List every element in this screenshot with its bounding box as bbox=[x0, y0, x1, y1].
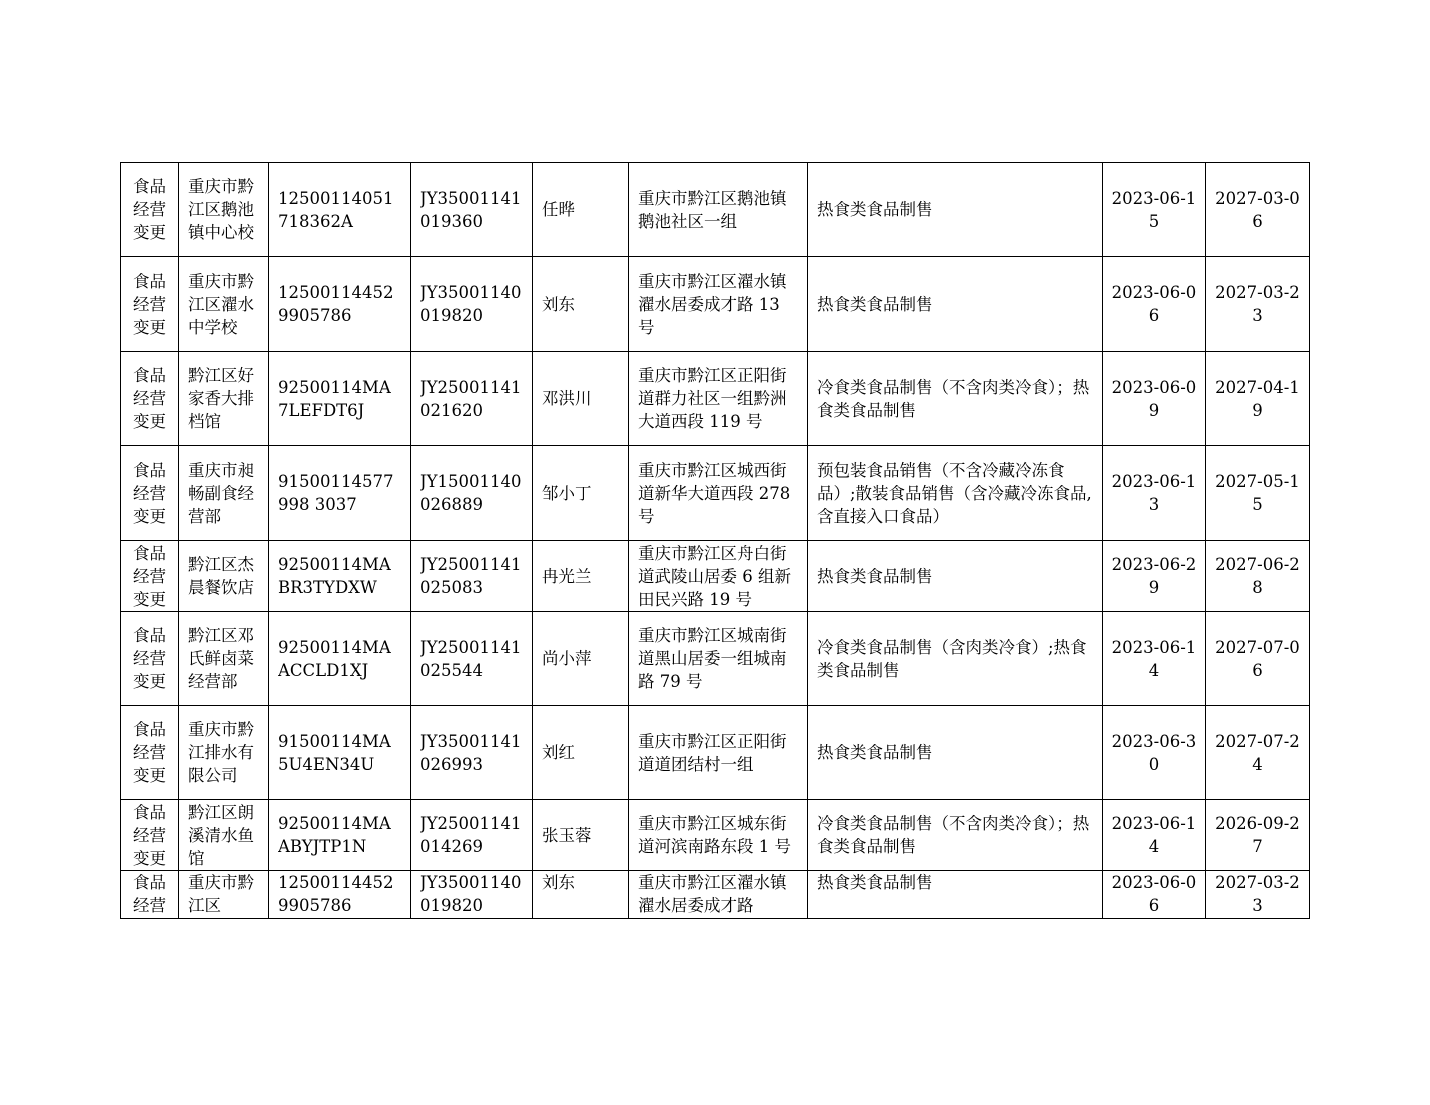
license-number-cell bbox=[411, 257, 533, 352]
responsible-person-text: 张玉蓉 bbox=[542, 825, 592, 845]
business-scope-cell bbox=[808, 800, 1103, 871]
business-name-cell bbox=[179, 257, 269, 352]
license-number-cell bbox=[411, 871, 533, 919]
address-text: 重庆市黔江区濯水镇濯水居委成才路 bbox=[638, 873, 787, 915]
address-cell bbox=[629, 541, 808, 612]
business-scope-text: 冷食类食品制售（含肉类冷食）;热食类食品制售 bbox=[817, 637, 1087, 680]
address-text: 重庆市黔江区正阳街道道团结村一组 bbox=[638, 731, 787, 774]
responsible-person-cell bbox=[533, 352, 629, 446]
issue-date-text: 2023-06-09 bbox=[1111, 377, 1197, 420]
credit-code-cell bbox=[269, 706, 411, 800]
responsible-person-text: 任晔 bbox=[542, 200, 575, 219]
business-name-cell bbox=[179, 800, 269, 871]
business-name-text: 重庆市黔江区濯水中学校 bbox=[188, 271, 254, 337]
license-number-cell bbox=[411, 541, 533, 612]
business-scope-cell bbox=[808, 352, 1103, 446]
credit-code-text: 91500114MA5U4EN34U bbox=[278, 731, 391, 774]
address-cell bbox=[629, 163, 808, 257]
issue-date-text: 2023-06-13 bbox=[1111, 472, 1197, 514]
business-scope-text: 热食类食品制售 bbox=[817, 873, 933, 892]
expiry-date-text: 2027-03-06 bbox=[1215, 188, 1300, 231]
issue-date-cell bbox=[1103, 706, 1206, 800]
credit-code-cell bbox=[269, 612, 411, 706]
business-scope-cell bbox=[808, 612, 1103, 706]
expiry-date-text: 2027-07-06 bbox=[1215, 637, 1300, 680]
table-row bbox=[121, 257, 1310, 352]
business-name-cell bbox=[179, 706, 269, 800]
business-scope-cell bbox=[808, 257, 1103, 352]
credit-code-cell bbox=[269, 446, 411, 541]
table-row bbox=[121, 163, 1310, 257]
credit-code-text: 92500114MAACCLD1XJ bbox=[278, 637, 391, 680]
expiry-date-text: 2027-03-23 bbox=[1215, 873, 1300, 915]
responsible-person-cell bbox=[533, 446, 629, 541]
issue-date-text: 2023-06-14 bbox=[1111, 637, 1197, 680]
address-text: 重庆市黔江区舟白街道武陵山居委 6 组新田民兴路 19 号 bbox=[638, 543, 791, 609]
record-type-text: 食品经营变更 bbox=[133, 177, 166, 242]
issue-date-cell bbox=[1103, 541, 1206, 612]
responsible-person-text: 刘东 bbox=[542, 294, 575, 314]
responsible-person-text: 邹小丁 bbox=[542, 483, 592, 503]
business-name-text: 重庆市黔江区鹅池镇中心校 bbox=[188, 177, 254, 242]
record-type-cell bbox=[121, 612, 179, 706]
business-scope-text: 冷食类食品制售（不含肉类冷食）；热食类食品制售 bbox=[817, 377, 1090, 420]
license-number-text: JY35001141026993 bbox=[420, 731, 522, 774]
business-name-text: 黔江区朗溪清水鱼馆 bbox=[188, 802, 254, 868]
table-body bbox=[121, 163, 1310, 919]
responsible-person-cell bbox=[533, 706, 629, 800]
credit-code-cell bbox=[269, 541, 411, 612]
credit-code-text: 91500114577998 3037 bbox=[278, 472, 394, 514]
business-name-text: 黔江区好家香大排档馆 bbox=[188, 366, 254, 431]
address-cell bbox=[629, 871, 808, 919]
issue-date-cell bbox=[1103, 352, 1206, 446]
credit-code-text: 12500114051718362A bbox=[278, 188, 394, 231]
credit-code-cell bbox=[269, 800, 411, 871]
expiry-date-text: 2027-07-24 bbox=[1215, 731, 1300, 774]
license-number-text: JY35001140019820 bbox=[420, 873, 522, 915]
issue-date-cell bbox=[1103, 612, 1206, 706]
address-text: 重庆市黔江区濯水镇濯水居委成才路 13 号 bbox=[638, 271, 787, 337]
record-type-text: 食品经营变更 bbox=[133, 460, 166, 526]
license-number-text: JY35001140019820 bbox=[420, 283, 522, 325]
credit-code-text: 125001144529905786 bbox=[278, 873, 394, 915]
license-number-cell bbox=[411, 612, 533, 706]
expiry-date-cell bbox=[1206, 541, 1310, 612]
responsible-person-cell bbox=[533, 257, 629, 352]
license-number-cell bbox=[411, 446, 533, 541]
license-number-cell bbox=[411, 800, 533, 871]
address-cell bbox=[629, 706, 808, 800]
expiry-date-cell bbox=[1206, 352, 1310, 446]
credit-code-cell bbox=[269, 257, 411, 352]
business-scope-text: 热食类食品制售 bbox=[817, 566, 933, 586]
address-cell bbox=[629, 257, 808, 352]
credit-code-cell bbox=[269, 871, 411, 919]
address-text: 重庆市黔江区鹅池镇鹅池社区一组 bbox=[638, 188, 787, 231]
responsible-person-text: 刘红 bbox=[542, 743, 575, 762]
responsible-person-text: 冉光兰 bbox=[542, 566, 592, 586]
expiry-date-text: 2027-05-15 bbox=[1215, 472, 1300, 514]
responsible-person-cell bbox=[533, 541, 629, 612]
address-text: 重庆市黔江区城南街道黑山居委一组城南路 79 号 bbox=[638, 626, 787, 691]
expiry-date-cell bbox=[1206, 257, 1310, 352]
record-type-text: 食品经营变更 bbox=[133, 543, 166, 609]
record-type-text: 食品经营变更 bbox=[133, 720, 166, 785]
license-number-cell bbox=[411, 706, 533, 800]
credit-code-text: 92500114MAABYJTP1N bbox=[278, 814, 391, 856]
license-number-cell bbox=[411, 352, 533, 446]
credit-code-cell bbox=[269, 163, 411, 257]
business-scope-cell bbox=[808, 446, 1103, 541]
issue-date-cell bbox=[1103, 871, 1206, 919]
business-name-cell bbox=[179, 871, 269, 919]
expiry-date-text: 2027-04-19 bbox=[1215, 377, 1300, 420]
business-scope-text: 预包装食品销售（不含冷藏冷冻食品）;散装食品销售（含冷藏冷冻食品,含直接入口食品） bbox=[817, 460, 1092, 526]
business-name-cell bbox=[179, 352, 269, 446]
expiry-date-cell bbox=[1206, 612, 1310, 706]
license-number-text: JY25001141021620 bbox=[420, 377, 522, 420]
license-number-text: JY25001141025083 bbox=[420, 555, 522, 597]
record-type-text: 食品经营变更 bbox=[133, 271, 166, 337]
business-scope-cell bbox=[808, 541, 1103, 612]
expiry-date-cell bbox=[1206, 706, 1310, 800]
issue-date-cell bbox=[1103, 446, 1206, 541]
issue-date-text: 2023-06-29 bbox=[1111, 555, 1197, 597]
business-scope-text: 冷食类食品制售（不含肉类冷食）；热食类食品制售 bbox=[817, 814, 1090, 856]
record-type-text: 食品经营 bbox=[133, 873, 166, 915]
address-cell bbox=[629, 446, 808, 541]
issue-date-text: 2023-06-06 bbox=[1111, 283, 1197, 325]
issue-date-text: 2023-06-15 bbox=[1111, 188, 1197, 231]
record-type-cell bbox=[121, 706, 179, 800]
business-scope-text: 热食类食品制售 bbox=[817, 743, 933, 762]
record-type-cell bbox=[121, 800, 179, 871]
address-text: 重庆市黔江区正阳街道群力社区一组黔洲大道西段 119 号 bbox=[638, 366, 787, 431]
business-scope-text: 热食类食品制售 bbox=[817, 200, 933, 219]
record-type-cell bbox=[121, 446, 179, 541]
address-text: 重庆市黔江区城东街道河滨南路东段 1 号 bbox=[638, 814, 791, 856]
responsible-person-text: 尚小萍 bbox=[542, 649, 592, 668]
responsible-person-cell bbox=[533, 612, 629, 706]
license-number-text: JY15001140026889 bbox=[420, 472, 522, 514]
business-scope-cell bbox=[808, 706, 1103, 800]
table-row bbox=[121, 446, 1310, 541]
business-name-cell bbox=[179, 163, 269, 257]
expiry-date-text: 2027-06-28 bbox=[1215, 555, 1300, 597]
business-scope-cell bbox=[808, 871, 1103, 919]
business-name-text: 重庆市昶畅副食经营部 bbox=[188, 460, 254, 526]
record-type-cell bbox=[121, 257, 179, 352]
credit-code-text: 125001144529905786 bbox=[278, 283, 394, 325]
business-name-cell bbox=[179, 612, 269, 706]
business-scope-cell bbox=[808, 163, 1103, 257]
table-row bbox=[121, 800, 1310, 871]
credit-code-cell bbox=[269, 352, 411, 446]
table-row bbox=[121, 541, 1310, 612]
business-name-text: 黔江区杰晨餐饮店 bbox=[188, 555, 254, 597]
address-cell bbox=[629, 612, 808, 706]
issue-date-cell bbox=[1103, 257, 1206, 352]
address-cell bbox=[629, 800, 808, 871]
expiry-date-cell bbox=[1206, 446, 1310, 541]
credit-code-text: 92500114MABR3TYDXW bbox=[278, 555, 391, 597]
record-type-cell bbox=[121, 541, 179, 612]
issue-date-cell bbox=[1103, 800, 1206, 871]
credit-code-text: 92500114MA7LEFDT6J bbox=[278, 377, 391, 420]
record-type-text: 食品经营变更 bbox=[133, 626, 166, 691]
business-name-cell bbox=[179, 446, 269, 541]
expiry-date-text: 2027-03-23 bbox=[1215, 283, 1300, 325]
license-number-text: JY25001141014269 bbox=[420, 814, 522, 856]
record-type-cell bbox=[121, 352, 179, 446]
table-row bbox=[121, 612, 1310, 706]
expiry-date-cell bbox=[1206, 163, 1310, 257]
business-name-cell bbox=[179, 541, 269, 612]
responsible-person-cell bbox=[533, 800, 629, 871]
business-scope-text: 热食类食品制售 bbox=[817, 294, 933, 314]
address-cell bbox=[629, 352, 808, 446]
issue-date-text: 2023-06-30 bbox=[1111, 731, 1197, 774]
issue-date-cell bbox=[1103, 163, 1206, 257]
license-table bbox=[120, 162, 1310, 919]
record-type-cell bbox=[121, 163, 179, 257]
table-row bbox=[121, 352, 1310, 446]
table-row bbox=[121, 706, 1310, 800]
record-type-text: 食品经营变更 bbox=[133, 366, 166, 431]
business-name-text: 黔江区邓氏鲜卤菜经营部 bbox=[188, 626, 254, 691]
issue-date-text: 2023-06-14 bbox=[1111, 814, 1197, 856]
table-row bbox=[121, 871, 1310, 919]
expiry-date-cell bbox=[1206, 871, 1310, 919]
address-text: 重庆市黔江区城西街道新华大道西段 278 号 bbox=[638, 460, 791, 526]
expiry-date-text: 2026-09-27 bbox=[1215, 814, 1300, 856]
business-name-text: 重庆市黔江排水有限公司 bbox=[188, 720, 254, 785]
license-number-cell bbox=[411, 163, 533, 257]
record-type-text: 食品经营变更 bbox=[133, 802, 166, 868]
license-number-text: JY35001141019360 bbox=[420, 188, 522, 231]
responsible-person-cell bbox=[533, 871, 629, 919]
business-name-text: 重庆市黔江区 bbox=[188, 873, 254, 915]
license-number-text: JY25001141025544 bbox=[420, 637, 522, 680]
record-type-cell bbox=[121, 871, 179, 919]
expiry-date-cell bbox=[1206, 800, 1310, 871]
responsible-person-text: 刘东 bbox=[542, 873, 575, 892]
responsible-person-cell bbox=[533, 163, 629, 257]
responsible-person-text: 邓洪川 bbox=[542, 389, 592, 408]
issue-date-text: 2023-06-06 bbox=[1111, 873, 1197, 915]
